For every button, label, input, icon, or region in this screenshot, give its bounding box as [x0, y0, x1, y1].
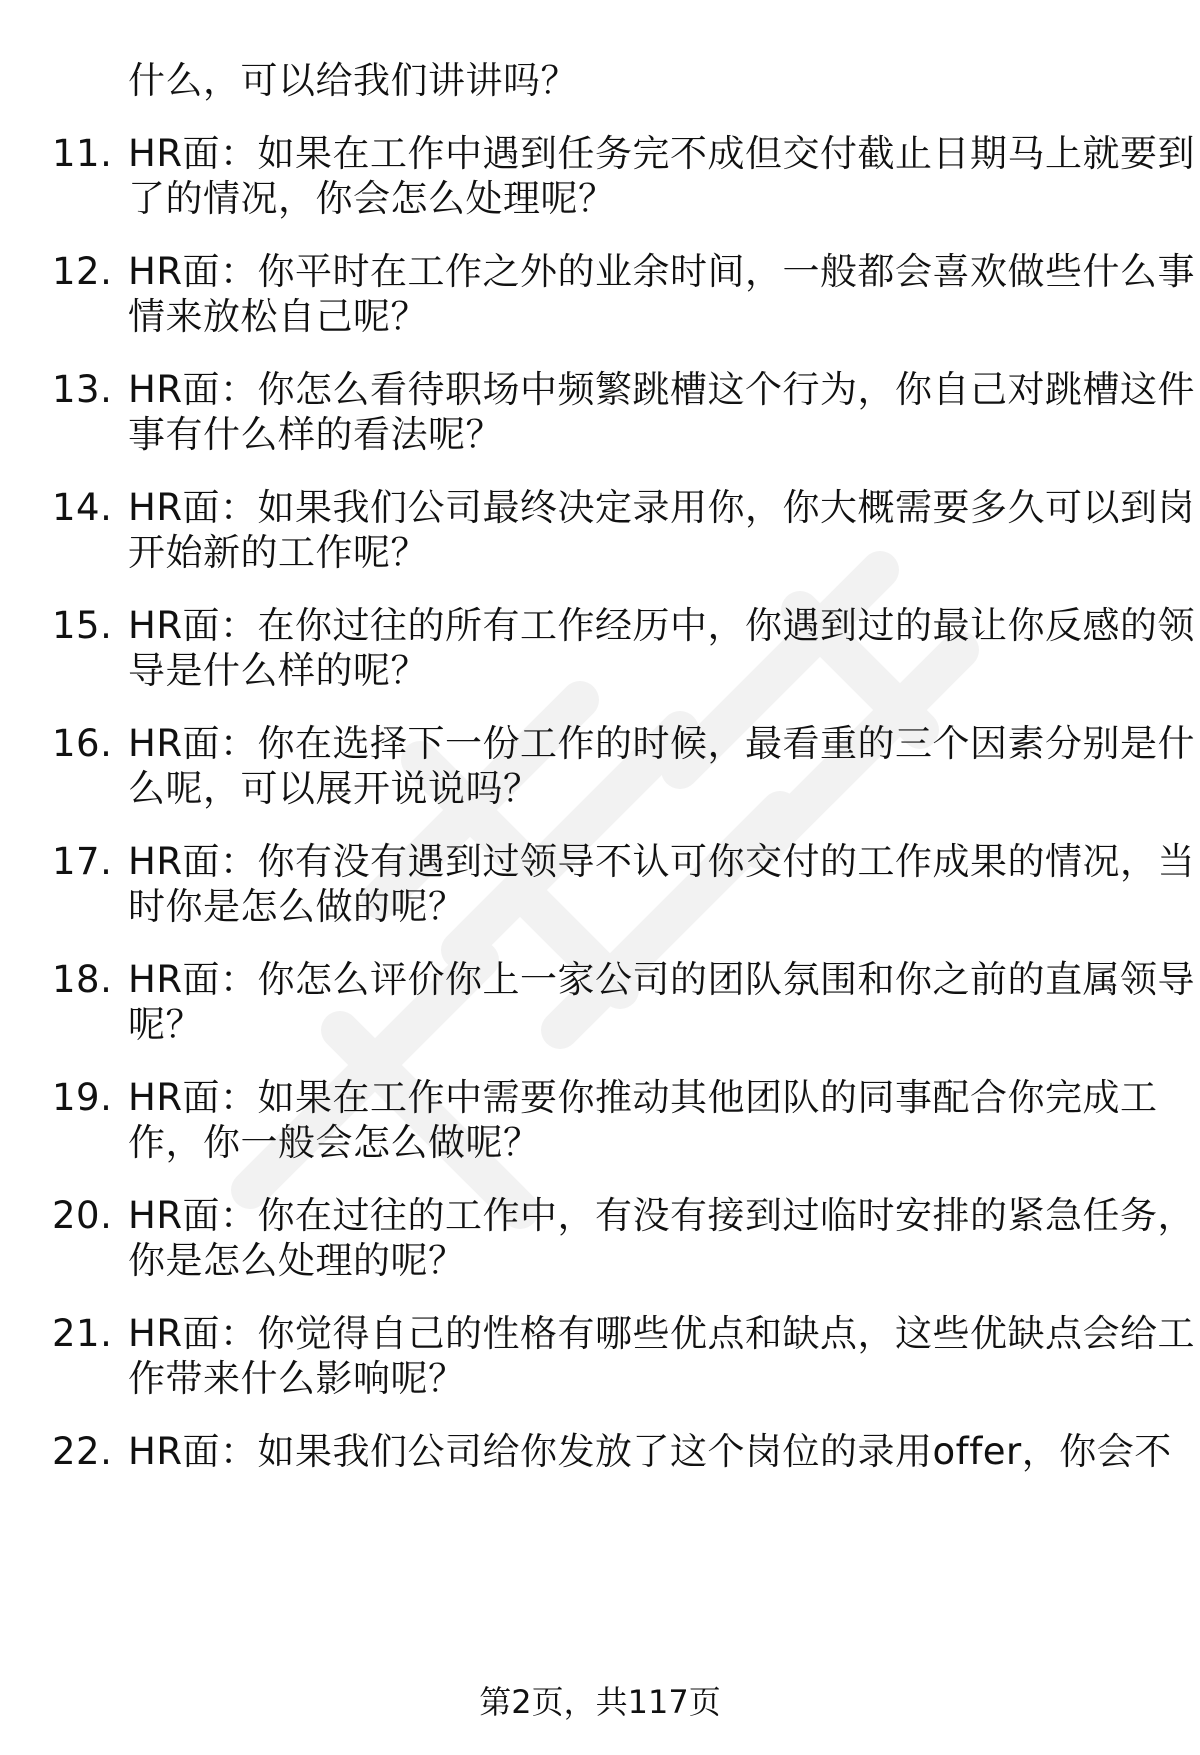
question-number: 20.: [52, 1194, 113, 1237]
question-text-continued: 呢？: [128, 1003, 203, 1046]
question-text: HR面：你在过往的工作中，有没有接到过临时安排的紧急任务，: [128, 1194, 1196, 1237]
question-text-continued: 作，你一般会怎么做呢？: [128, 1121, 541, 1164]
question-text: HR面：你有没有遇到过领导不认可你交付的工作成果的情况，当: [128, 840, 1196, 883]
question-text-continued: 开始新的工作呢？: [128, 531, 428, 574]
question-text-continued: 事有什么样的看法呢？: [128, 413, 503, 456]
question-number: 18.: [52, 958, 113, 1001]
question-number: 13.: [52, 368, 113, 411]
question-text: HR面：你怎么评价你上一家公司的团队氛围和你之前的直属领导: [128, 958, 1196, 1001]
question-text: HR面：你觉得自己的性格有哪些优点和缺点，这些优缺点会给工: [128, 1312, 1196, 1355]
question-number: 12.: [52, 250, 113, 293]
question-text: HR面：如果在工作中遇到任务完不成但交付截止日期马上就要到: [128, 132, 1196, 175]
question-text-continued: 你是怎么处理的呢？: [128, 1239, 466, 1282]
question-text-continued: 作带来什么影响呢？: [128, 1357, 466, 1400]
question-text: HR面：你怎么看待职场中频繁跳槽这个行为，你自己对跳槽这件: [128, 368, 1196, 411]
question-number: 21.: [52, 1312, 113, 1355]
question-text-continued: 了的情况，你会怎么处理呢？: [128, 177, 616, 220]
question-number: 19.: [52, 1076, 113, 1119]
question-text-continued: 情来放松自己呢？: [128, 295, 428, 338]
question-number: 16.: [52, 722, 113, 765]
question-text: HR面：你平时在工作之外的业余时间，一般都会喜欢做些什么事: [128, 250, 1196, 293]
question-text-continued: 么呢，可以展开说说吗？: [128, 767, 541, 810]
question-number: 15.: [52, 604, 113, 647]
question-text: HR面：如果我们公司给你发放了这个岗位的录用offer，你会不: [128, 1430, 1172, 1473]
page-footer: 第2页，共117页: [479, 1683, 721, 1721]
question-number: 14.: [52, 486, 113, 529]
question-text: HR面：如果我们公司最终决定录用你，你大概需要多久可以到岗: [128, 486, 1196, 529]
question-number: 17.: [52, 840, 113, 883]
question-text: HR面：你在选择下一份工作的时候，最看重的三个因素分别是什: [128, 722, 1196, 765]
question-text: HR面：在你过往的所有工作经历中，你遇到过的最让你反感的领: [128, 604, 1196, 647]
continuation-text: 什么，可以给我们讲讲吗？: [128, 59, 578, 102]
question-text: HR面：如果在工作中需要你推动其他团队的同事配合你完成工: [128, 1076, 1158, 1119]
question-text-continued: 时你是怎么做的呢？: [128, 885, 466, 928]
question-number: 22.: [52, 1430, 113, 1473]
question-number: 11.: [52, 132, 113, 175]
question-text-continued: 导是什么样的呢？: [128, 649, 428, 692]
